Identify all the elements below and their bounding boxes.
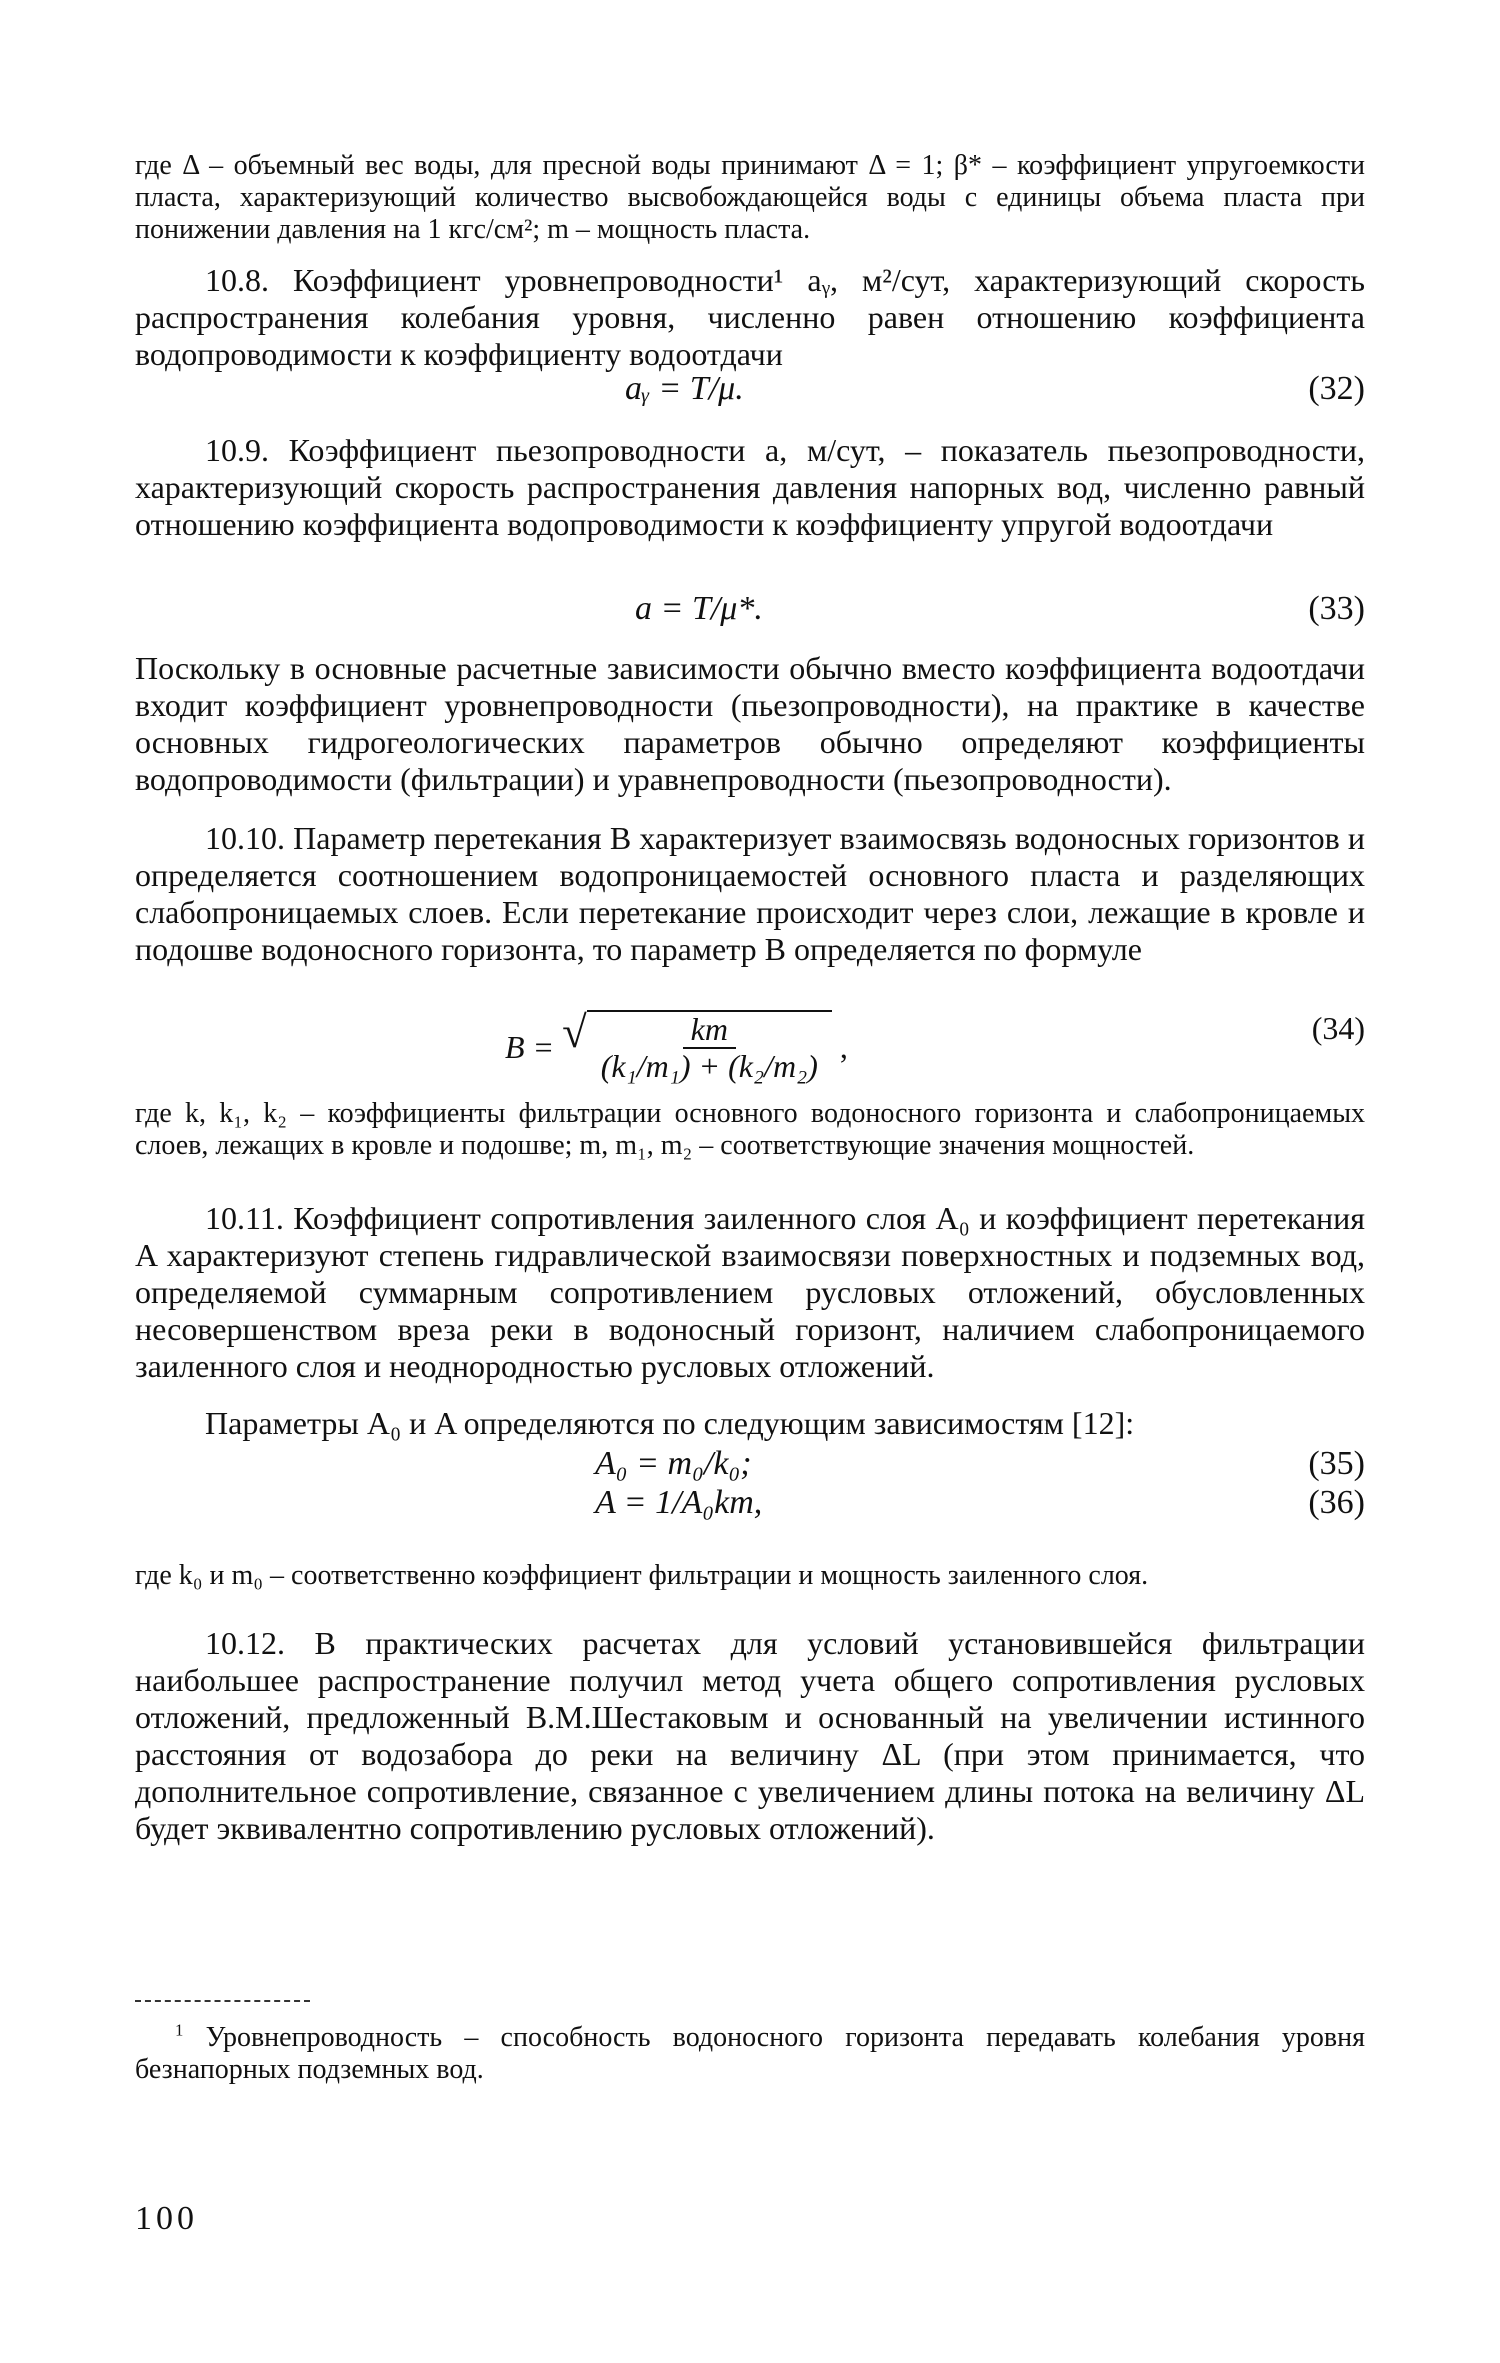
paragraph-text: 10.10. Параметр перетекания B характеризует взаимосвязь водоносных горизонтов и определяется соотношением водопроницаемостей основного пласта и разделяющих слабопроницаемых слоев. Если перетекание происходит через слои, лежащие в кровле и подошве водоносного горизонта, то параметр B определяется по формуле — [135, 820, 1365, 967]
equation-34: B = √ $\frac{km}{\text{(k₁/m₁) + (k₂/m₂)}}$ , (34) — [505, 1007, 1365, 1085]
equation-number: (34) — [1311, 1010, 1365, 1046]
paragraph-text: где k₀ и m₀ – соответственно коэффициент фильтрации и мощность заиленного слоя. — [135, 1560, 1149, 1591]
footnote-rule — [135, 2000, 310, 2002]
fraction-numerator: km — [683, 1012, 736, 1049]
equation-formula: a = T/μ*. — [635, 590, 763, 627]
fraction-denominator: (k₁/m₁) + (k₂/m₂) — [600, 1048, 818, 1085]
sqrt-sign: √ $\frac{km}{\text{(k₁/m₁) + (k₂/m₂)}}$ — [562, 1010, 832, 1084]
paragraph-text: где k, k₁, k₂ – коэффициенты фильтрации основного водоносного горизонта и слабопроницаемых слоев, лежащих в кровле и подошве; m, m₁, m₂ – соответствующие значения мощностей. — [135, 1098, 1365, 1161]
equation-formula: A₀ = m₀/k₀; — [595, 1445, 752, 1482]
equation-formula: aᵧ = T/μ. — [625, 370, 744, 407]
equation-formula: A = 1/A₀km, — [595, 1484, 763, 1521]
footnote-text: Уровнепроводность – способность водоносного горизонта передавать колебания уровня безнапорных подземных вод. — [135, 2022, 1365, 2085]
equation-number: (33) — [1308, 590, 1365, 627]
equation-lhs: B = — [505, 1028, 555, 1065]
section-10-12 — [135, 1625, 1365, 1847]
equation-36 — [135, 1484, 1365, 1528]
section-10-8 — [135, 262, 1365, 373]
paragraph-silt-layer — [135, 1560, 1365, 1592]
paragraph-text: Поскольку в основные расчетные зависимости обычно вместо коэффициента водоотдачи входит коэффициент уровнепроводности (пьезопроводности), на практике в качестве основных гидрогеологических параметров обычно определяют коэффициенты водопроводимости (фильтрации) и уравнепроводности (пьезопроводности). — [135, 650, 1365, 797]
paragraph-text: Параметры A₀ и A определяются по следующим зависимостям [12]: — [205, 1405, 1135, 1441]
equation-number: (36) — [1308, 1484, 1365, 1521]
section-10-10 — [135, 820, 1365, 968]
paragraph-text: 10.8. Коэффициент уровнепроводности¹ aᵧ, м²/сут, характеризующий скорость распространения колебания уровня, численно равен отношению коэффициента водопроводимости к коэффициенту водоотдачи — [135, 262, 1365, 372]
section-10-9 — [135, 432, 1365, 543]
paragraph-text: 10.11. Коэффициент сопротивления заиленного слоя A₀ и коэффициент перетекания A характеризуют степень гидравлической взаимосвязи поверхностных и подземных вод, определяемой суммарным сопротивлением русловых отложений, обусловленных несовершенством вреза реки в водоносный горизонт, наличием слабопроницаемого заиленного слоя и неоднородностью русловых отложений. — [135, 1200, 1365, 1384]
paragraph-text: где Δ – объемный вес воды, для пресной воды принимают Δ = 1; β* – коэффициент упругоемкости пласта, характеризующий количество высвобождающейся воды с единицы объема пласта при понижении давления на 1 кгс/см²; m – мощность пласта. — [135, 150, 1365, 245]
paragraph-text: 10.9. Коэффициент пьезопроводности a, м/сут, – показатель пьезопроводности, характеризующий скорость распространения давления напорных вод, численно равный отношению коэффициента водопроводимости к коэффициенту упругой водоотдачи — [135, 432, 1365, 542]
paragraph-dependencies — [135, 1405, 1365, 1442]
page-number: 100 — [135, 2200, 198, 2237]
paragraph-definitions — [135, 150, 1365, 246]
paragraph-parameters — [135, 650, 1365, 798]
paragraph-coefficients — [135, 1098, 1365, 1162]
footnote — [135, 2022, 1365, 2086]
footnote-mark: 1 — [175, 2020, 184, 2040]
paragraph-text: 10.12. В практических расчетах для условий установившейся фильтрации наибольшее распространение получил метод учета общего сопротивления русловых отложений, предложенный В.М.Шестаковым и основанный на увеличении истинного расстояния от водозабора до реки на величину ΔL (при этом принимается, что дополнительное сопротивление, связанное с увеличением длины потока на величину ΔL будет эквивалентно сопротивлению русловых отложений). — [135, 1625, 1365, 1846]
equation-number: (32) — [1308, 370, 1365, 407]
equation-35 — [135, 1445, 1365, 1489]
equation-32 — [135, 370, 1365, 414]
equation-number: (35) — [1308, 1445, 1365, 1482]
section-10-11 — [135, 1200, 1365, 1385]
equation-33 — [135, 590, 1365, 634]
